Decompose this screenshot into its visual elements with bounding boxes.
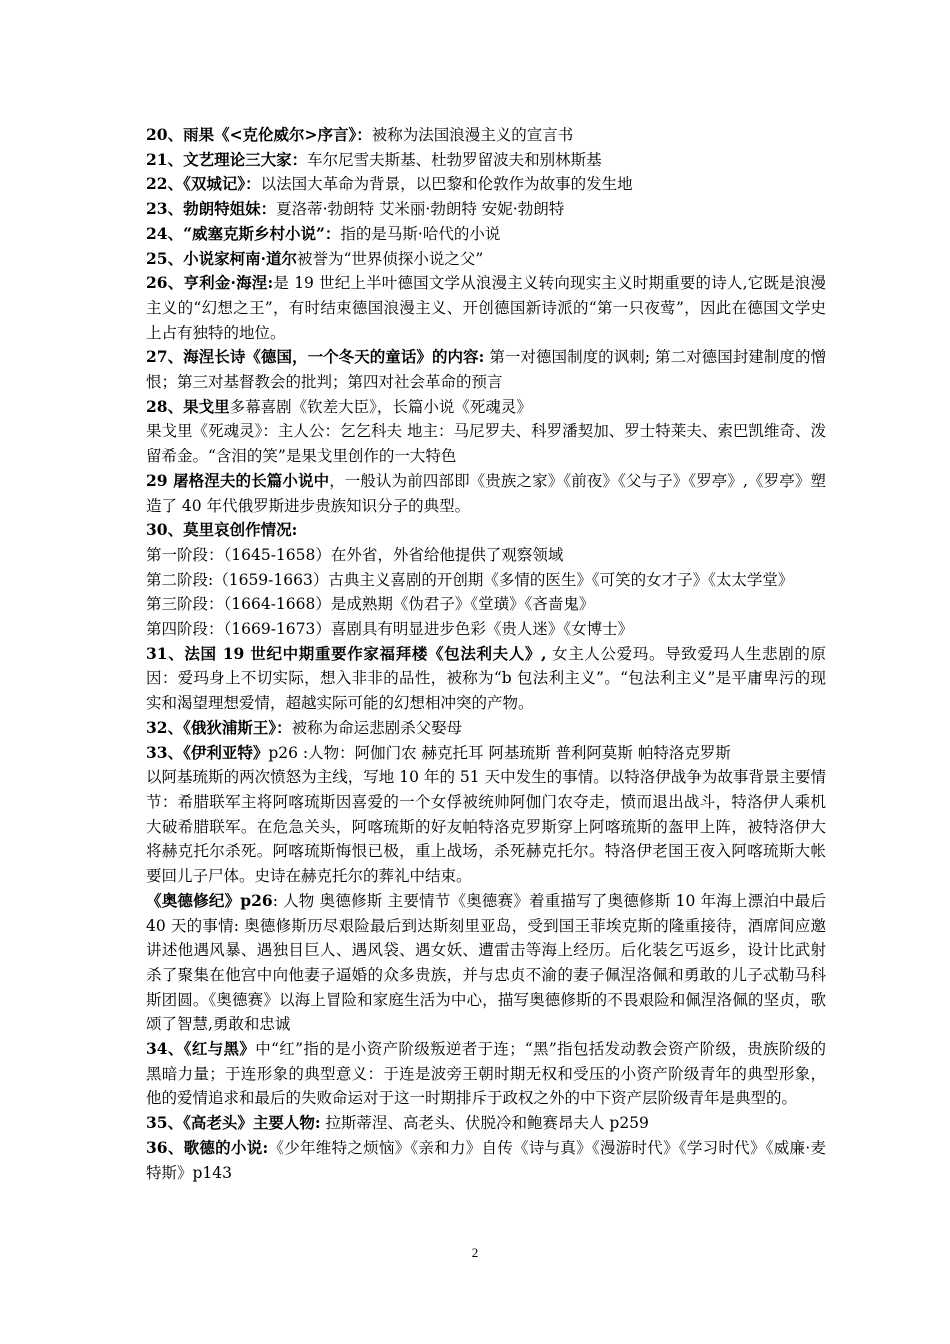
paragraph (146, 741, 826, 766)
paragraph-text: 被称为命运悲剧杀父娶母 (291, 718, 463, 737)
paragraph-heading: 35、《高老头》主要人物: (146, 1113, 321, 1133)
paragraph (146, 617, 826, 642)
paragraph (146, 271, 826, 345)
paragraph (146, 469, 826, 518)
paragraph-heading: 28、果戈里 (146, 396, 230, 416)
paragraph (146, 197, 826, 222)
paragraph-text: 夏洛蒂·勃朗特 艾米丽·勃朗特 安妮·勃朗特 (276, 200, 565, 219)
paragraph (146, 518, 826, 543)
paragraph-heading: 29 屠格涅夫的长篇小说中 (146, 470, 330, 490)
paragraph-text: 女主人公爱玛。导致爱玛人生悲剧的原因：爱玛身上不切实际，想入非非的品性，被称为“b 包法利主义”。“包法利主义”是平庸卑污的现实和渴望理想爱情，超越实际可能的幻想相冲突的产物。 (146, 644, 826, 713)
paragraph-text: 《少年维特之烦恼》《亲和力》自传《诗与真》《漫游时代》《学习时代》《威廉·麦特斯》p143 (146, 1138, 826, 1182)
paragraph-heading: 31、法国 19 世纪中期重要作家福拜楼《包法利夫人》, (146, 643, 547, 663)
paragraph-text: p26 :人物：阿伽门农 赫克托耳 阿基琉斯 普利阿莫斯 帕特洛克罗斯 (268, 743, 731, 762)
paragraph-text: 第三阶段：（1664-1668）是成熟期《伪君子》《堂璜》《吝啬鬼》 (146, 595, 595, 614)
paragraph-heading: 30、莫里哀创作情况: (146, 520, 298, 540)
paragraph (146, 148, 826, 173)
paragraph-heading: 《奥德修纪》p26 (146, 890, 273, 910)
paragraph-text: ，一般认为前四部即《贵族之家》《前夜》《父与子》《罗亭》,《罗亭》塑造了 40 年代俄罗斯进步贵族知识分子的典型。 (146, 471, 826, 515)
paragraph-heading: 25、小说家柯南·道尔 (146, 248, 297, 268)
paragraph (146, 642, 826, 716)
paragraph (146, 765, 826, 889)
paragraph (146, 716, 826, 741)
paragraph-text: 拉斯蒂涅、高老头、伏脱冷和鲍赛昂夫人 p259 (320, 1114, 649, 1133)
paragraph-heading: 33、《伊利亚特》 (146, 742, 269, 762)
paragraph-heading: 22、《双城记》： (146, 174, 261, 194)
paragraph (146, 247, 826, 272)
paragraph-text: : 人物 奥德修斯 主要情节《奥德赛》着重描写了奥德修斯 10 年海上漂泊中最后 40 天的事情: 奥德修斯历尽艰险最后到达斯刻里亚岛，受到国王菲埃克斯的隆重接待，酒席间应邀讲述他遇风暴、遇独目巨人、遇风袋、遇女妖、遭雷击等海上经历。后化装乞丐返乡，设计比武射杀了聚集在他宫中向他妻子逼婚的众多贵族，并与忠贞不渝的妻子佩涅洛佩和勇敢的儿子忒勒马科斯团圆。《奥德赛》以海上冒险和家庭生活为中心，描写奥德修斯的不畏艰险和佩涅洛佩的坚贞，歌颂了智慧,勇敢和忠诚 (146, 891, 826, 1034)
paragraph-text: 被称为法国浪漫主义的宣言书 (371, 126, 574, 144)
page-number: 2 (471, 1245, 479, 1260)
paragraph (146, 568, 826, 593)
paragraph-text: 第一对德国制度的讽刺; 第二对德国封建制度的憎恨；第三对基督教会的批判；第四对社会革命的预言 (146, 348, 827, 392)
paragraph-text: 被誉为“世界侦探小说之父” (296, 249, 484, 268)
paragraph-text: 车尔尼雪夫斯基、杜勃罗留波夫和别林斯基 (307, 150, 602, 169)
paragraph-text: 第二阶段:（1659-1663）古典主义喜剧的开创期《多情的医生》《可笑的女才子》《太太学堂》 (146, 570, 794, 589)
paragraph-text: 是 19 世纪上半叶德国文学从浪漫主义转向现实主义时期重要的诗人,它既是浪漫主义的“幻想之王”，有时结束德国浪漫主义、开创德国新诗派的“第一只夜莺”，因此在德国文学史上占有独特的地位。 (146, 274, 826, 342)
paragraph-text: 以阿基琉斯的两次愤怒为主线，写地 10 年的 51 天中发生的事情。以特洛伊战争为故事背景主要情节：希腊联军主将阿喀琉斯因喜爱的一个女俘被统帅阿伽门农夺走，愤而退出战斗，特洛伊人乘机大破希腊联军。在危急关头，阿喀琉斯的好友帕特洛克罗斯穿上阿喀琉斯的盔甲上阵，被特洛伊大将赫克托尔杀死。阿喀琉斯悔恨已极，重上战场，杀死赫克托尔。特洛伊老国王夜入阿喀琉斯大帐要回儿子尸体。史诗在赫克托尔的葬礼中结束。 (146, 768, 826, 886)
paragraph (146, 222, 826, 247)
paragraph (146, 395, 826, 420)
paragraph (146, 419, 826, 468)
paragraph-text: 果戈里《死魂灵》：主人公：乞乞科夫 地主：马尼罗夫、科罗潘契加、罗士特莱夫、索巴凯维奇、泼留希金。“含泪的笑”是果戈里创作的一大特色 (146, 422, 826, 466)
paragraph-heading: 20、雨果《<克伦威尔>序言》： (146, 125, 372, 144)
paragraph-heading: 24、“威塞克斯乡村小说”： (146, 223, 341, 243)
paragraph-heading: 27、海涅长诗《德国，一个冬天的童话》的内容: (146, 347, 485, 367)
paragraph (146, 172, 826, 197)
paragraph (146, 592, 826, 617)
paragraph-heading: 21、文艺理论三大家： (146, 149, 308, 169)
paragraph (146, 1111, 826, 1136)
paragraph-heading: 32、《俄狄浦斯王》： (146, 717, 292, 737)
paragraph-heading: 23、勃朗特姐妹： (146, 199, 277, 219)
paragraph (146, 1037, 826, 1111)
paragraph-text: 以法国大革命为背景，以巴黎和伦敦作为故事的发生地 (260, 175, 633, 194)
paragraph-heading: 34、《红与黑》 (146, 1039, 256, 1059)
paragraph (146, 1136, 826, 1185)
paragraph (146, 543, 826, 568)
paragraph (146, 889, 826, 1037)
paragraph (146, 123, 826, 148)
paragraph-text: 中“红”指的是小资产阶级叛逆者于连；“黑”指包括发动教会资产阶级，贵族阶级的黑暗力量；于连形象的典型意义：于连是波旁王朝时期无权和受压的小资产阶级青年的典型形象，他的爱情追求和最后的失败命运对于这一时期排斥于政权之外的中下资产层阶级青年是典型的。 (146, 1040, 826, 1108)
paragraph-text: 第四阶段：（1669-1673）喜剧具有明显进步色彩《贵人迷》《女博士》 (146, 620, 634, 639)
paragraph-text: 指的是马斯·哈代的小说 (340, 224, 501, 243)
paragraph (146, 345, 826, 394)
paragraph-text: 多幕喜剧《钦差大臣》，长篇小说《死魂灵》 (229, 397, 532, 416)
document-body (146, 123, 826, 1185)
paragraph-text: 第一阶段：（1645-1658）在外省，外省给他提供了观察领域 (146, 545, 564, 564)
paragraph-heading: 36、歌德的小说: (146, 1137, 269, 1157)
paragraph-heading: 26、亨利金·海涅: (146, 273, 274, 293)
